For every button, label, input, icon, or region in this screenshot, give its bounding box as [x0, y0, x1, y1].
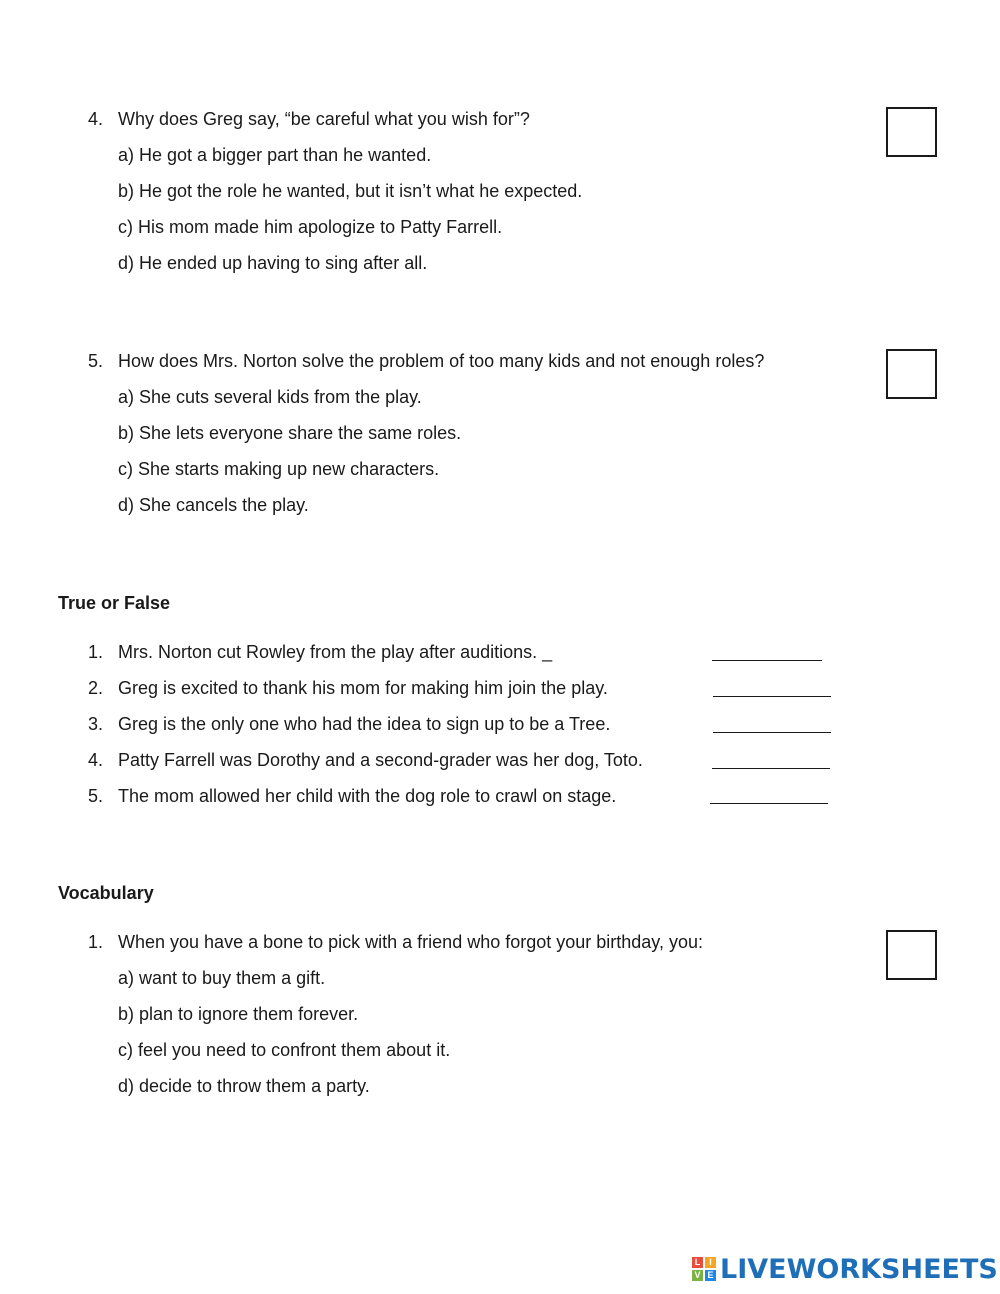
tf-answer-line-5[interactable] — [710, 803, 828, 804]
option-c: c) His mom made him apologize to Patty Farrell. — [118, 217, 503, 237]
logo-letter: V — [692, 1270, 703, 1281]
option-c: c) She starts making up new characters. — [118, 459, 440, 479]
logo-grid-icon — [692, 1257, 716, 1281]
section-heading: True or False — [58, 593, 171, 613]
question-number: 1. — [88, 932, 104, 952]
tf-number: 3. — [88, 714, 104, 734]
question-text: How does Mrs. Norton solve the problem of too many kids and not enough roles? — [118, 351, 765, 371]
tf-answer-line-2[interactable] — [713, 696, 831, 697]
option-d: d) He ended up having to sing after all. — [118, 253, 428, 273]
tf-statement: Greg is excited to thank his mom for making him join the play. — [118, 678, 608, 698]
answer-box-question-5[interactable] — [886, 349, 937, 399]
tf-statement: Greg is the only one who had the idea to sign up to be a Tree. — [118, 714, 611, 734]
section-heading: Vocabulary — [58, 883, 154, 903]
liveworksheets-logo — [692, 1254, 998, 1284]
tf-statement: Patty Farrell was Dorothy and a second-grader was her dog, Toto. — [118, 750, 643, 770]
tf-statement: The mom allowed her child with the dog role to crawl on stage. — [118, 786, 617, 806]
option-b: b) He got the role he wanted, but it isn’t what he expected. — [118, 181, 583, 201]
tf-number: 4. — [88, 750, 104, 770]
answer-box-question-4[interactable] — [886, 107, 937, 157]
option-b: b) plan to ignore them forever. — [118, 1004, 359, 1024]
option-a: a) He got a bigger part than he wanted. — [118, 145, 432, 165]
tf-answer-line-1[interactable] — [712, 660, 822, 661]
tf-number: 5. — [88, 786, 104, 806]
logo-letter: L — [692, 1257, 703, 1268]
option-a: a) She cuts several kids from the play. — [118, 387, 422, 407]
tf-statement: Mrs. Norton cut Rowley from the play after auditions. _ — [118, 642, 553, 662]
logo-text: LIVEWORKSHEETS — [720, 1253, 998, 1285]
tf-answer-line-4[interactable] — [712, 768, 830, 769]
logo-letter: I — [705, 1257, 716, 1268]
option-c: c) feel you need to confront them about it. — [118, 1040, 451, 1060]
option-d: d) She cancels the play. — [118, 495, 309, 515]
question-number: 5. — [88, 351, 104, 371]
option-a: a) want to buy them a gift. — [118, 968, 326, 988]
option-b: b) She lets everyone share the same roles. — [118, 423, 462, 443]
question-number: 4. — [88, 109, 104, 129]
answer-box-vocabulary-1[interactable] — [886, 930, 937, 980]
tf-answer-line-3[interactable] — [713, 732, 831, 733]
question-text: Why does Greg say, “be careful what you wish for”? — [118, 109, 530, 129]
option-d: d) decide to throw them a party. — [118, 1076, 370, 1096]
question-text: When you have a bone to pick with a friend who forgot your birthday, you: — [118, 932, 703, 952]
logo-letter: E — [705, 1270, 716, 1281]
tf-number: 1. — [88, 642, 104, 662]
tf-number: 2. — [88, 678, 104, 698]
